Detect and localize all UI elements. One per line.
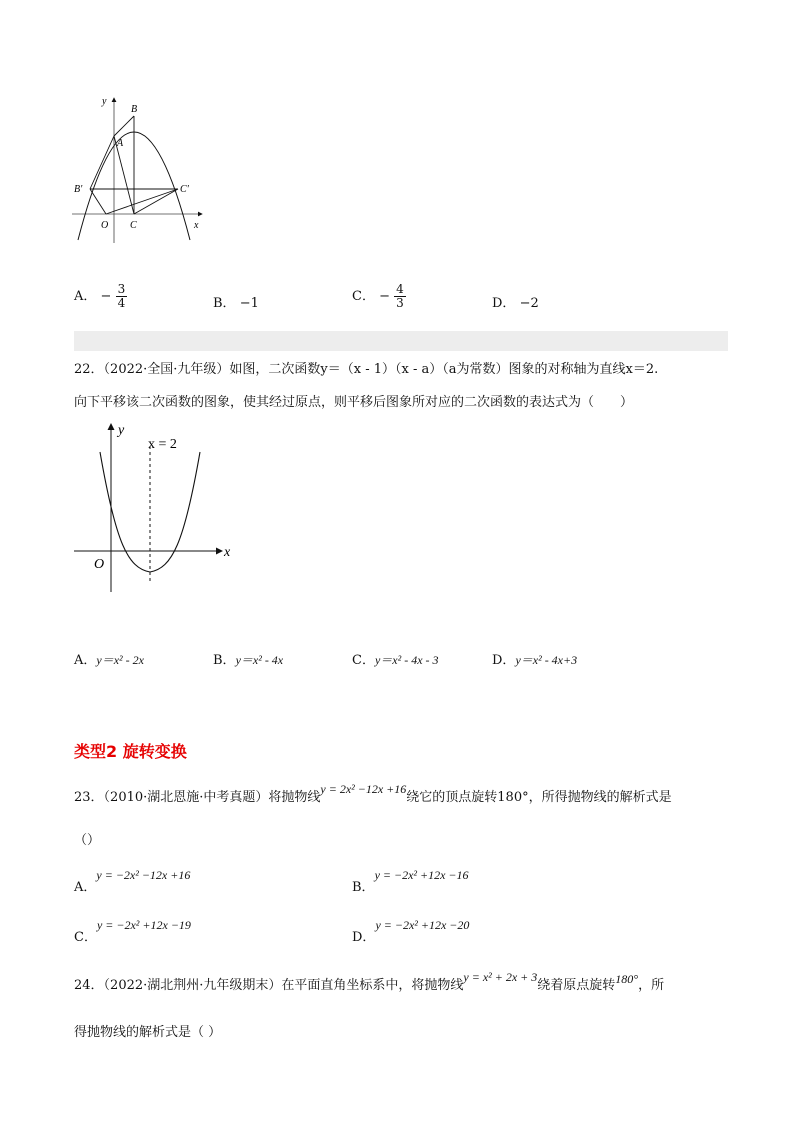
q22-option-c-label: C． [352,653,375,668]
q21-option-c-den: 3 [396,296,404,311]
q23-option-c-label: C． [74,930,97,945]
q21-option-b[interactable] [213,292,259,311]
q23-formula: y = 2x² −12x +16 [320,782,407,796]
q23-option-d-label: D． [352,930,376,945]
q21-option-b-label: B． [213,296,236,311]
label-A: A [117,138,124,149]
q23-suffix: 绕它的顶点旋转180°，所得抛物线的解析式是 [406,790,672,805]
q23-option-c[interactable] [74,914,191,945]
q23-option-a-text: y = −2x² −12x +16 [96,868,191,882]
label-y: y [102,96,107,107]
q23-option-a[interactable] [74,864,191,895]
fig2-label-y: y [118,423,125,438]
q23-option-d[interactable] [352,914,470,945]
q24-angle: 180° [615,972,639,986]
figure-parabola-axis [68,420,238,600]
fig2-label-O: O [94,557,105,572]
q22-line-1: 22．（2022·全国·九年级）如图，二次函数y＝（x - 1）（x - a）（a为常数）图象的对称轴为直线x＝2. [74,362,659,377]
q22-option-c-text: y＝x² - 4x - 3 [374,653,439,667]
label-O: O [101,220,109,231]
q24-formula: y = x² + 2x + 3 [463,970,538,984]
q21-option-d-label: D． [492,296,516,311]
q23-option-a-label: A． [74,880,97,895]
q22-option-d-text: y＝x² - 4x+3 [515,653,578,667]
q21-option-c-fraction [394,283,406,310]
q24-mid: 绕着原点旋转 [537,978,616,993]
label-Bprime: B' [74,184,83,195]
q24-stem [74,970,665,996]
figure-parabola-rotation [68,88,218,248]
fig2-label-axis: x = 2 [148,437,177,452]
q21-option-c-sign: − [379,289,390,305]
q21-option-a-sign: − [100,289,112,305]
q21-option-a-den: 4 [117,296,126,311]
q23-stem [74,782,672,808]
q21-option-a-num: 3 [117,282,126,296]
q24-prefix: 24．（2022·湖北荆州·九年级期末）在平面直角坐标系中，将抛物线 [74,978,464,993]
q22-option-d[interactable] [492,649,577,668]
divider-band [74,331,728,351]
q22-line-2: 向下平移该二次函数的图象，使其经过原点，则平移后图象所对应的二次函数的表达式为（ ） [74,395,634,410]
fig2-label-x: x [224,545,231,560]
q23-option-c-text: y = −2x² +12x −19 [96,918,191,932]
q21-option-c-num: 4 [396,282,404,296]
q21-option-a-fraction [116,283,128,310]
q23-option-d-text: y = −2x² +12x −20 [375,918,470,932]
q21-option-a[interactable] [74,283,127,310]
q21-option-d-value: −2 [519,296,539,311]
q22-option-a-label: A． [74,653,97,668]
q24-line-2: 得抛物线的解析式是（ ） [74,1025,222,1040]
q23-option-b-label: B． [352,880,375,895]
q24-suffix: ，所 [638,978,665,993]
q21-option-b-value: −1 [239,296,259,311]
q23-option-b[interactable] [352,864,469,895]
label-x: x [194,220,199,231]
q22-option-a[interactable] [74,649,144,668]
q23-option-b-text: y = −2x² +12x −16 [374,868,469,882]
q22-option-b-text: y＝x² - 4x [235,653,284,667]
section-heading: 类型2 旋转变换 [74,742,187,761]
q21-option-a-label: A． [74,289,97,305]
q23-prefix: 23．（2010·湖北恩施·中考真题）将抛物线 [74,790,321,805]
label-B: B [131,104,138,115]
q22-option-b-label: B． [213,653,236,668]
q22-option-c[interactable] [352,649,439,668]
q23-paren: （） [74,833,101,848]
q21-option-c[interactable] [352,283,406,310]
q22-option-a-text: y＝x² - 2x [96,653,144,667]
q22-option-d-label: D． [492,653,516,668]
q21-option-c-label: C． [352,289,375,305]
q21-option-d[interactable] [492,292,539,311]
label-Cprime: C' [180,184,189,195]
q22-option-b[interactable] [213,649,283,668]
label-C: C [130,220,137,231]
